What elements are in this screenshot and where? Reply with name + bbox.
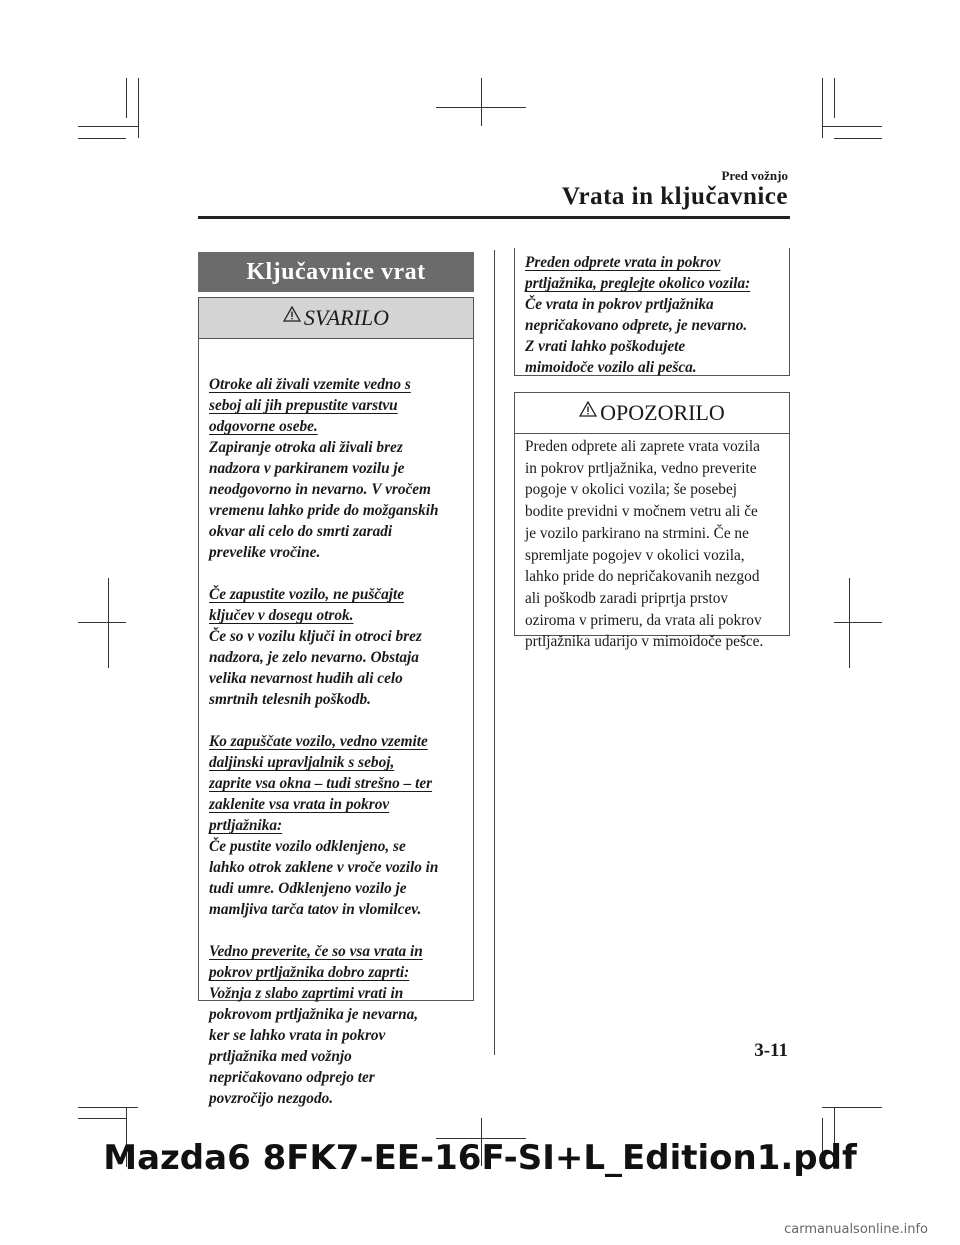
warning-heading-line: Če zapustite vozilo, ne puščajte [209,586,405,603]
warning-body-line: mimoidoče vozilo ali pešca. [525,359,697,376]
warning-body-line: nadzora v parkiranem vozilu je [209,460,405,477]
warning-body-line: velika nevarnost hudih ali celo [209,670,403,687]
caution-line: je vozilo parkirano na strmini. Če ne [525,524,749,542]
footer-filename: Mazda6 8FK7-EE-16F-SI+L_Edition1.pdf [103,1138,857,1178]
crop-mark [834,622,882,623]
crop-mark [78,622,126,623]
crop-mark [78,1118,126,1119]
caution-line: in pokrov prtljažnika, vedno preverite [525,459,757,477]
warning-body-line: nadzora, je zelo nevarno. Obstaja [209,649,419,666]
caution-box [514,392,790,651]
warning-heading-line: prtljažnika, preglejte okolico vozila: [525,275,751,292]
caution-line: spremljate pogojev v okolici vozila, [525,546,745,564]
crop-mark [126,78,127,118]
warning-body-line: prevelike vročine. [209,544,321,561]
caution-line: prtljažnika udarijo v mimoidoče pešce. [525,633,764,651]
caution-line: pogoje v okolici vozila; še posebej [525,481,737,499]
warning-continued-box [514,248,790,376]
crop-mark [436,107,526,108]
warning-body-line: ker se lahko vrata in pokrov [209,1027,386,1044]
caution-line: bodite previdni v močnem vetru ali če [525,503,758,521]
warning-body-line: prtljažnika med vožnjo [209,1048,352,1065]
warning-continued-body [515,248,789,378]
warning-body-line: Če vrata in pokrov prtljažnika [525,296,714,313]
warning-heading-line: pokrov prtljažnika dobro zaprti: [209,964,410,981]
warning-box-header [199,298,473,339]
warning-body-line: Če pustite vozilo odklenjeno, se [209,838,406,855]
warning-body-line: lahko otrok zaklene v vroče vozilo in [209,859,439,876]
warning-body-line: smrtnih telesnih poškodb. [209,691,371,708]
caution-line: oziroma v primeru, da vrata ali pokrov [525,611,762,629]
warning-heading-line: Ko zapuščate vozilo, vedno vzemite [209,733,428,750]
header-section: Pred vožnjo [721,168,788,183]
crop-mark [834,138,882,139]
warning-body-line: Vožnja z slabo zaprtimi vrati in [209,985,404,1002]
warning-body-line: Z vrati lahko poškodujete [525,338,686,355]
warning-heading-line: seboj ali jih prepustite varstvu [209,397,398,414]
warning-body-line: vremenu lahko pride do možganskih [209,502,439,519]
warning-heading-line: Preden odprete vrata in pokrov [525,254,721,271]
crop-mark [822,126,882,127]
warning-heading-line: prtljažnika: [209,817,283,834]
warning-triangle-icon [283,306,301,322]
crop-mark [78,126,138,127]
warning-body-line: neodgovorno in nevarno. V vročem [209,481,431,498]
caution-line: Preden odprete ali zaprete vrata vozila [525,438,760,455]
warning-heading-line: zaklenite vsa vrata in pokrov [209,796,390,813]
crop-mark [849,578,850,668]
warning-body-line: tudi umre. Odklenjeno vozilo je [209,880,407,897]
section-banner: Ključavnice vrat [198,252,474,292]
warning-triangle-icon [579,401,597,417]
crop-mark [78,1107,138,1108]
warning-box-body [199,339,473,1109]
caution-box-body [515,434,789,653]
crop-mark [108,578,109,668]
warning-body-line: Če so v vozilu ključi in otroci brez [209,628,422,645]
warning-heading-line: ključev v dosegu otrok. [209,607,354,624]
warning-heading-line: odgovorne osebe. [209,418,318,435]
warning-body-line: povzročijo nezgodo. [209,1090,334,1107]
warning-body-line: nepričakovano odprete, je nevarno. [525,317,748,334]
crop-mark [481,78,482,126]
watermark-site: carmanualsonline.info [784,1222,928,1237]
warning-heading-line: daljinski upravljalnik s seboj, [209,754,395,771]
warning-body-line: Zapiranje otroka ali živali brez [209,439,403,456]
header-rule [198,216,790,219]
warning-box-title: SVARILO [303,305,390,330]
warning-body-line: okvar ali celo do smrti zaradi [209,523,393,540]
warning-body-line: pokrovom prtljažnika je nevarna, [209,1006,419,1023]
caution-line: ali poškodb zaradi priprtja prstov [525,589,729,607]
crop-mark [822,78,823,138]
caution-line: lahko pride do nepričakovanih nezgod [525,568,760,586]
warning-body-line: nepričakovano odprejo ter [209,1069,375,1086]
warning-heading-line: zaprite vsa okna – tudi strešno – ter [209,775,433,792]
column-divider [494,250,495,1055]
crop-mark [78,138,126,139]
page-number: 3-11 [754,1040,788,1061]
crop-mark [138,78,139,138]
warning-box [198,297,474,1107]
warning-heading-line: Otroke ali živali vzemite vedno s [209,376,411,393]
caution-box-title: OPOZORILO [600,400,725,425]
caution-box-header [515,393,789,434]
crop-mark [822,1107,882,1108]
crop-mark [834,78,835,118]
warning-heading-line: Vedno preverite, če so vsa vrata in [209,943,423,960]
header-title: Vrata in ključavnice [561,183,788,210]
warning-body-line: mamljiva tarča tatov in vlomilcev. [209,901,422,918]
